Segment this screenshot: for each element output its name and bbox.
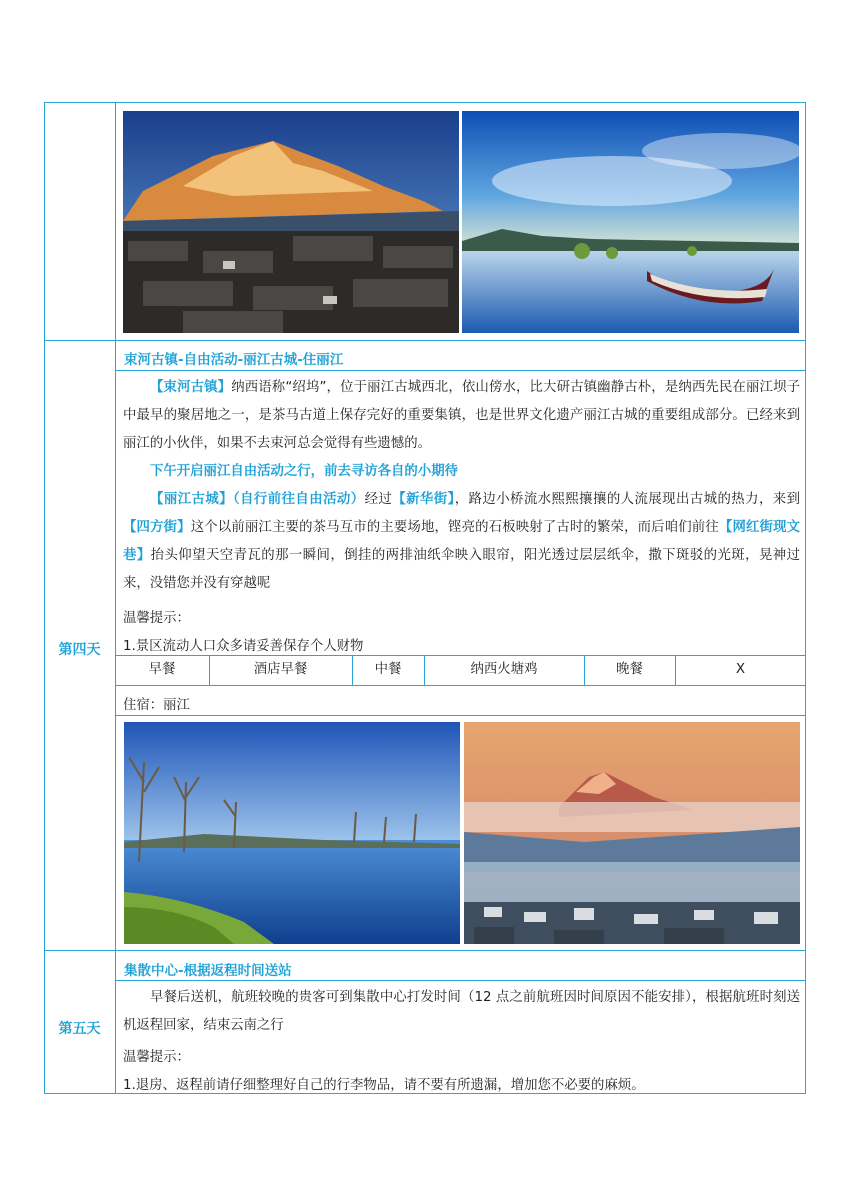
lake-boat-photo [462,111,799,333]
wanghong-street-tag: 【网红街现文巷】 [123,520,801,563]
breakfast-label: 早餐 [148,662,176,677]
text-run: 抬头仰望天空青瓦的那一瞬间，倒挂的两排油纸伞映入眼帘，阳光透过层层纸伞，撒下斑驳的光斑，晃神过来，没错您并没有穿越呢 [123,548,801,591]
day-label: 第五天 [58,1021,101,1037]
day5-description: 早餐后送机，航班较晚的贵客可到集散中心打发时间（12 点之前航班因时间原因不能安排），根据航班时刻送机返程回家，结束云南之行 [123,990,800,1033]
lakeside-trees-photo [124,722,460,944]
tips-label: 温馨提示： [123,611,190,626]
shuhe-tag: 【束河古镇】 [150,380,232,395]
day-title: 集散中心-根据返程时间送站 [124,963,292,979]
row-divider [115,685,806,686]
shuhe-description [123,374,800,458]
day-label: 第四天 [58,642,101,658]
text-run: 这个以前丽江主要的茶马互市的主要场地，铿亮的石板映射了古时的繁荣，而后咱们前往 [190,520,719,535]
tips-label: 温馨提示： [123,1050,190,1065]
xinhua-street-tag: 【新华街】 [392,492,455,507]
afternoon-subtitle [123,458,800,486]
lunch-value: 纳西火塘鸡 [470,662,538,677]
row-divider [115,980,806,981]
tip-item: 1.退房、返程前请仔细整理好自己的行李物品，请不要有所遗漏，增加您不必要的麻烦。 [123,1078,645,1093]
text-run: 经过 [364,492,393,507]
tip-item: 1.景区流动人口众多请妥善保存个人财物 [123,639,364,654]
old-town-tag: 【丽江古城】（自行前往自由活动） [150,492,365,507]
dinner-value: X [735,662,746,677]
dinner-label: 晚餐 [616,662,643,677]
row-divider [44,340,806,341]
lunch-label: 中餐 [374,662,402,677]
sifang-street-tag: 【四方街】 [123,520,191,535]
column-divider [115,102,116,1094]
snow-mountain-old-town-photo [123,111,459,333]
breakfast-value: 酒店早餐 [253,662,308,677]
misty-mountain-village-photo [464,722,800,944]
shuhe-text: 纳西语称“绍坞”，位于丽江古城西北，依山傍水，比大研古镇幽静古朴，是纳西先民在丽江坝子中最早的聚居地之一，是茶马古道上保存完好的重要集镇，也是世界文化遗产丽江古城的重要组成部分。已经来到丽江的小伙伴，如果不去束河总会觉得有些遗憾的。 [123,380,801,451]
accommodation: 住宿：丽江 [123,698,190,713]
old-town-description [123,486,800,598]
text-run: ，路边小桥流水熙熙攘攘的人流展现出古城的热力，来到 [454,492,800,507]
row-divider [115,715,806,716]
afternoon-subtitle-text: 下午开启丽江自由活动之行，前去寻访各自的小期待 [150,464,458,479]
row-divider [44,950,806,951]
day-title: 束河古镇-自由活动-丽江古城-住丽江 [124,352,344,368]
row-divider [115,370,806,371]
